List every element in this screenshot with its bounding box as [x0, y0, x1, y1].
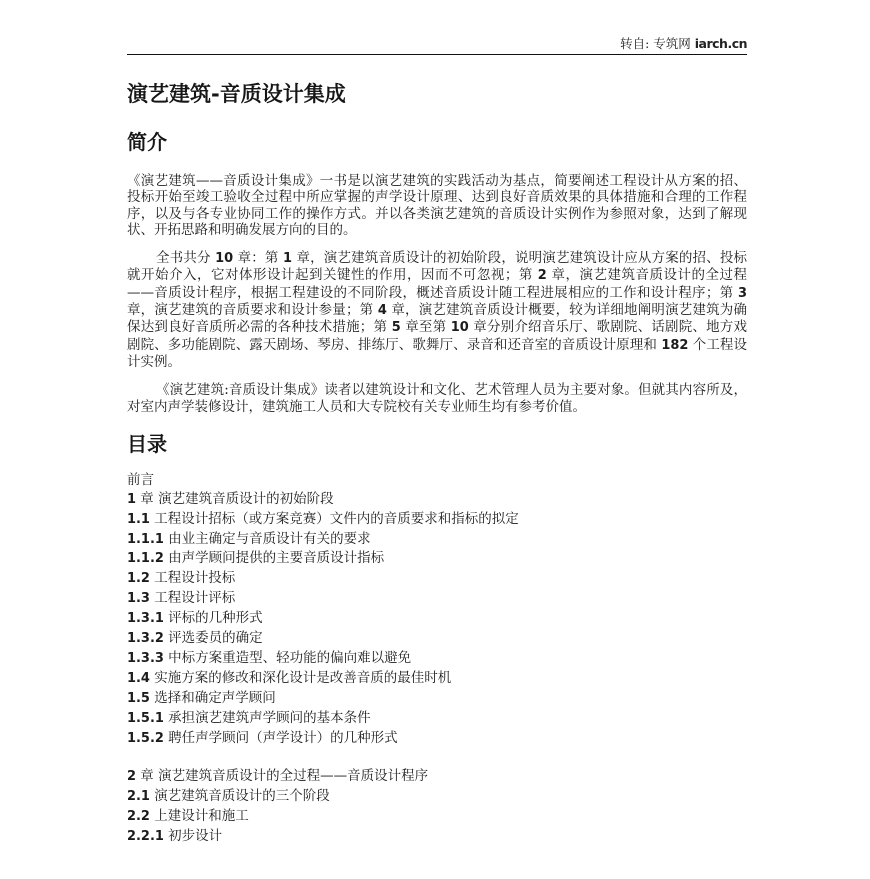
toc-item: 1.1 工程设计招标（或方案竞赛）文件内的音质要求和指标的拟定 [127, 510, 519, 527]
toc-item: 2 章 演艺建筑音质设计的全过程——音质设计程序 [127, 768, 429, 785]
toc-item: 1.5.2 聘任声学顾问（声学设计）的几种形式 [127, 729, 398, 746]
toc-item: 1.2 工程设计投标 [127, 570, 236, 587]
toc-item: 2.2.1 初步设计 [127, 828, 223, 845]
header-credit-text: 转自: 专筑网 [620, 36, 695, 51]
document-page [0, 37, 870, 879]
intro-paragraph-1: 《演艺建筑——音质设计集成》一书是以演艺建筑的实践活动为基点，简要阐述工程设计从方案的招、投标开始至竣工验收全过程中所应掌握的声学设计原理、达到良好音质效果的具体措施和合理的工作程序，以及与各专业协同工作的操作方式。并以各类演艺建筑的音质设计实例作为参照对象，达到了解现状、开拓思路和明确发展方向的目的。 [127, 173, 747, 238]
toc-section-heading: 目录 [127, 431, 167, 456]
toc-list [127, 471, 747, 847]
toc-item: 前言 [127, 471, 154, 488]
toc-item: 1 章 演艺建筑音质设计的初始阶段 [127, 490, 334, 507]
document-content [127, 37, 747, 847]
document-title: 演艺建筑-音质设计集成 [127, 82, 346, 106]
toc-item: 2.1 演艺建筑音质设计的三个阶段 [127, 788, 330, 805]
toc-item: 1.3.1 评标的几种形式 [127, 610, 263, 627]
toc-item: 1.4 实施方案的修改和深化设计是改善音质的最佳时机 [127, 669, 452, 686]
toc-item: 1.1.2 由声学顾问提供的主要音质设计指标 [127, 550, 385, 567]
toc-item: 1.3.2 评选委员的确定 [127, 630, 263, 647]
toc-item: 1.1.1 由业主确定与音质设计有关的要求 [127, 530, 371, 547]
intro-paragraph-3: 《演艺建筑:音质设计集成》读者以建筑设计和文化、艺术管理人员为主要对象。但就其内容所及，对室内声学装修设计，建筑施工人员和大专院校有关专业师生均有参考价值。 [127, 382, 747, 415]
toc-item: 2.2 上建设计和施工 [127, 808, 249, 825]
toc-item: 1.3.3 中标方案重造型、轻功能的偏向难以避免 [127, 650, 412, 667]
intro-section-heading: 简介 [127, 130, 167, 154]
page-header [127, 37, 747, 55]
toc-item [127, 749, 747, 768]
header-site-name: iarch.cn [694, 36, 747, 51]
intro-paragraph-2: 全书共分 10 章：第 1 章，演艺建筑音质设计的初始阶段，说明演艺建筑设计应从方案的招、投标就开始介入，它对体形设计起到关键性的作用，因而不可忽视；第 2 章，演艺建筑音质设计的全过程——音质设计程序，根据工程建设的不同阶段，概述音质设计随工程进展相应的工作和设计程序；第 3 章，演艺建筑的音质要求和设计参量；第 4 章，演艺建筑音质设计概要，较为详细地阐明演艺建筑为确保达到良好音质所必需的各种技术措施；第 5 章至第 10 章分别介绍音乐厅、歌剧院、话剧院、地方戏剧院、多功能剧院、露天剧场、琴房、排练厅、歌舞厅、录音和还音室的音质设计原理和 182 个工程设计实例。 [127, 250, 748, 370]
toc-item: 1.3 工程设计评标 [127, 590, 236, 607]
toc-item: 1.5.1 承担演艺建筑声学顾问的基本条件 [127, 709, 371, 726]
toc-item: 1.5 选择和确定声学顾问 [127, 689, 276, 706]
